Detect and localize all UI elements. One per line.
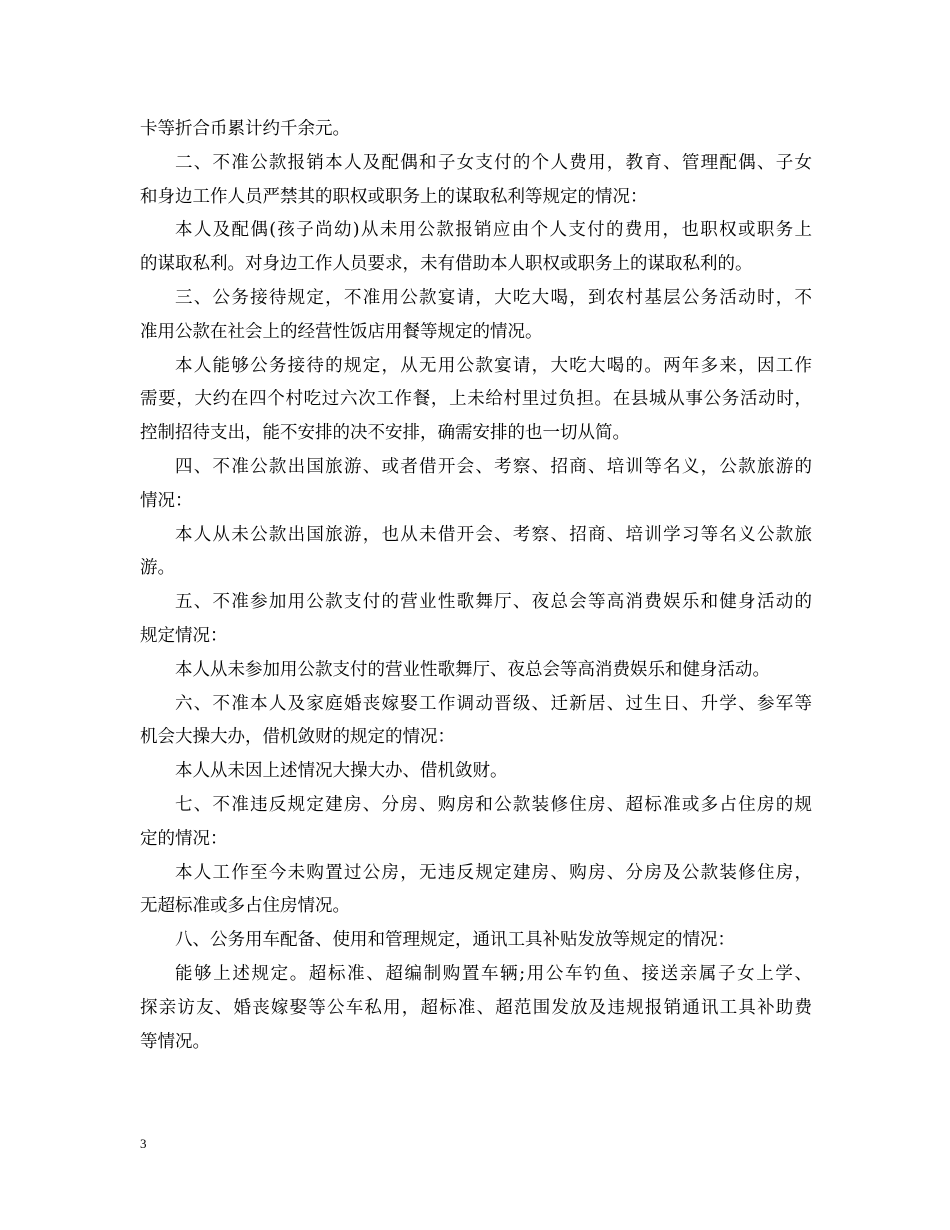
text-line: 本人从未参加用公款支付的营业性歌舞厅、夜总会等高消费娱乐和健身活动。 [175, 659, 770, 680]
text-line: 能够上述规定。超标准、超编制购置车辆;用公车钓鱼、接送亲属子女上学、 [175, 963, 812, 984]
text-line: 四、不准公款出国旅游、或者借开会、考察、招商、培训等名义，公款旅游的 [175, 456, 812, 477]
text-line: 本人工作至今未购置过公房，无违反规定建房、购房、分房及公款装修住房， [175, 862, 812, 883]
text-line: 本人能够公务接待的规定，从无用公款宴请，大吃大喝的。两年多来，因工作 [175, 355, 812, 376]
page-number: 3 [140, 1136, 147, 1151]
text-line: 情况： [140, 490, 193, 511]
text-line: 本人及配偶(孩子尚幼)从未用公款报销应由个人支付的费用，也职权或职务上 [175, 220, 812, 241]
text-line: 控制招待支出，能不安排的决不安排，确需安排的也一切从简。 [140, 423, 630, 444]
text-line: 游。 [140, 558, 175, 579]
text-line: 的谋取私利。对身边工作人员要求，未有借助本人职权或职务上的谋取私利的。 [140, 254, 753, 275]
text-line: 机会大操大办，借机敛财的规定的情况： [140, 727, 455, 748]
text-line: 无超标准或多占住房情况。 [140, 896, 350, 917]
text-line: 二、不准公款报销本人及配偶和子女支付的个人费用，教育、管理配偶、子女 [175, 152, 812, 173]
text-line: 探亲访友、婚丧嫁娶等公车私用，超标准、超范围发放及违规报销通讯工具补助费 [140, 997, 812, 1018]
text-line: 准用公款在社会上的经营性饭店用餐等规定的情况。 [140, 321, 543, 342]
text-line: 本人从未因上述情况大操大办、借机敛财。 [175, 761, 508, 782]
text-line: 需要，大约在四个村吃过六次工作餐，上未给村里过负担。在县城从事公务活动时， [140, 389, 812, 410]
document-body [140, 113, 812, 1059]
text-line: 三、公务接待规定，不准用公款宴请，大吃大喝，到农村基层公务活动时，不 [175, 287, 812, 308]
text-line: 六、不准本人及家庭婚丧嫁娶工作调动晋级、迁新居、过生日、升学、参军等 [175, 693, 812, 714]
text-line: 七、不准违反规定建房、分房、购房和公款装修住房、超标准或多占住房的规 [175, 794, 812, 815]
text-line: 定的情况： [140, 828, 228, 849]
text-line: 本人从未公款出国旅游，也从未借开会、考察、招商、培训学习等名义公款旅 [175, 524, 812, 545]
text-line: 和身边工作人员严禁其的职权或职务上的谋取私利等规定的情况： [140, 186, 648, 207]
text-line: 等情况。 [140, 1031, 210, 1052]
text-line: 五、不准参加用公款支付的营业性歌舞厅、夜总会等高消费娱乐和健身活动的 [175, 592, 812, 613]
text-line: 八、公务用车配备、使用和管理规定，通讯工具补贴发放等规定的情况： [175, 930, 735, 951]
text-line: 规定情况： [140, 625, 228, 646]
text-line: 卡等折合币累计约千余元。 [140, 119, 350, 139]
